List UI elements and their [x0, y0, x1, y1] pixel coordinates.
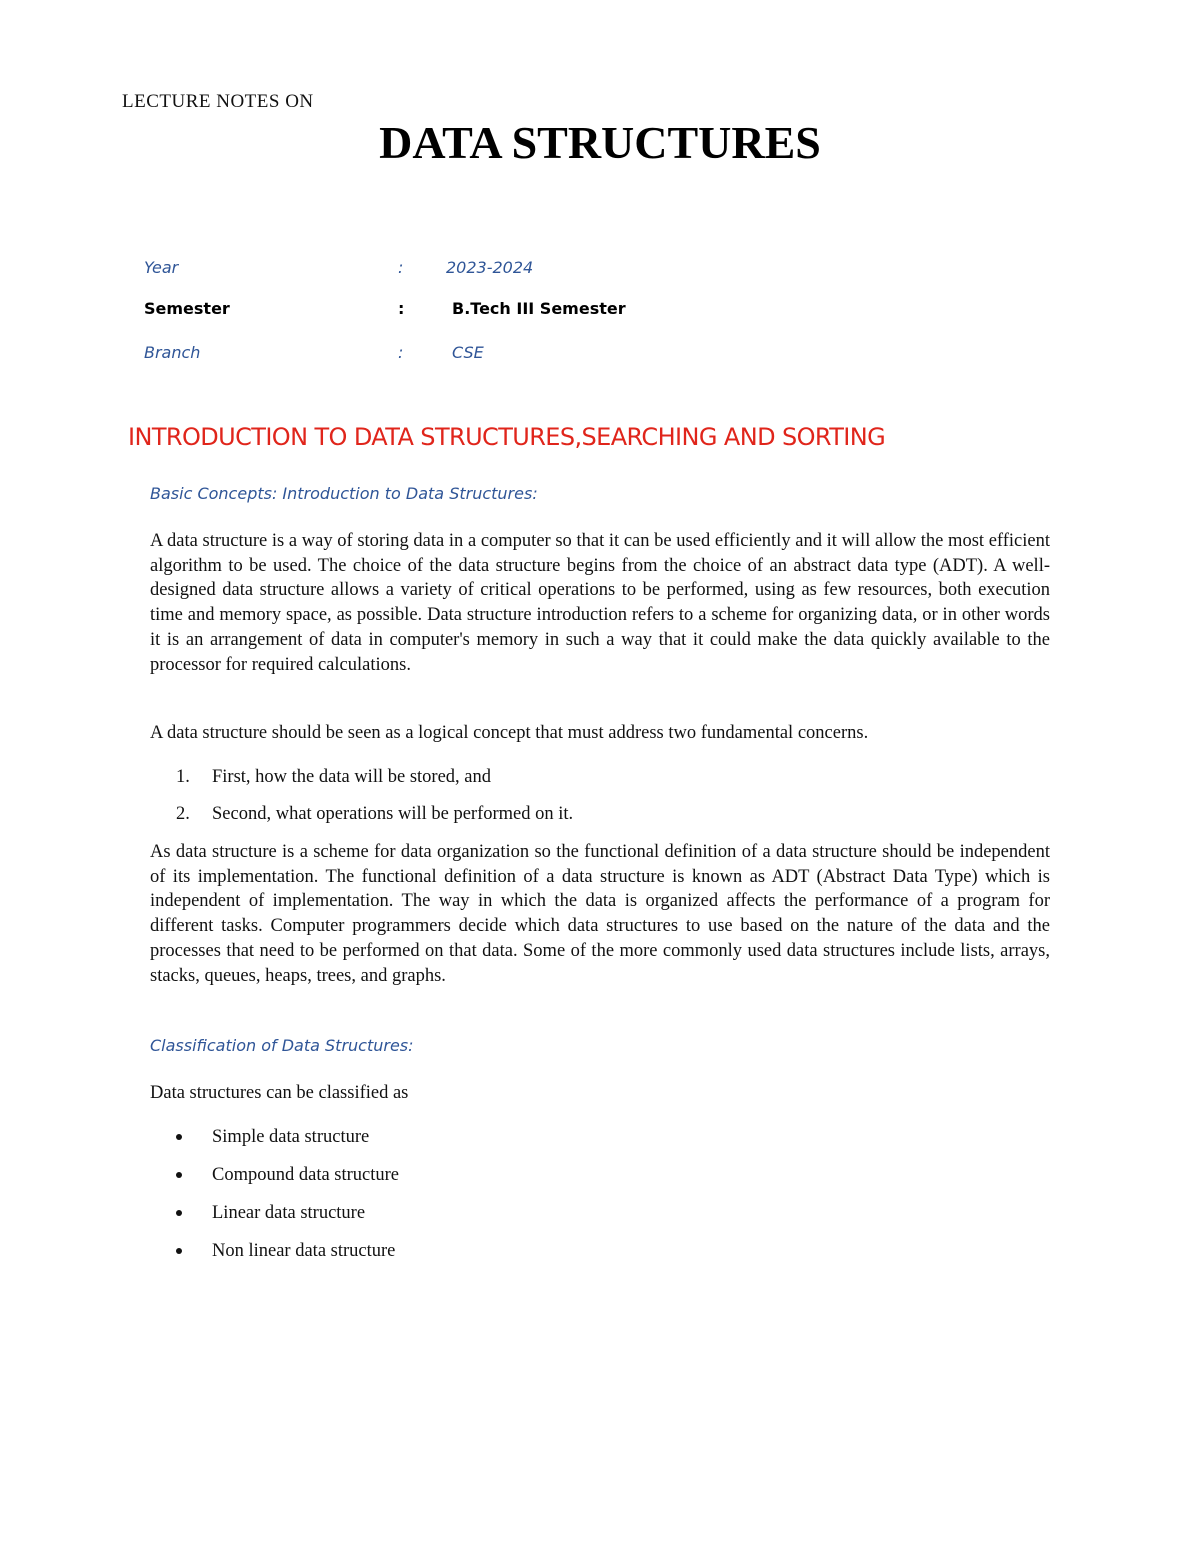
list-item-text: Second, what operations will be performed on it. — [212, 804, 574, 824]
meta-value: B.Tech III Semester — [452, 299, 626, 318]
document-title: DATA STRUCTURES — [379, 117, 821, 168]
list-item-text: Non linear data structure — [212, 1241, 396, 1261]
classification-heading: Classification of Data Structures: — [150, 1036, 414, 1055]
intro-paragraph: A data structure is a way of storing data in a computer so that it can be used efficiently and it will allow the most efficient algorithm to be used. The choice of the data structure begins from the choice of an abstract data type (ADT). A well-designed data structure allows a variety of critical operations to be performed, using as few resources, both execution time and memory space, as possible. Data structure introduction refers to a scheme for organizing data, or in other words it is an arrangement of data in computer's memory in such a way that it could make the data quickly available to the processor for required calculations. — [150, 531, 1050, 675]
meta-label: Branch — [144, 343, 201, 362]
list-item-text: Linear data structure — [212, 1203, 366, 1223]
meta-value: 2023-2024 — [446, 258, 534, 277]
list-marker: 1. — [176, 767, 190, 787]
concerns-paragraph: A data structure should be seen as a logical concept that must address two fundamental concerns. — [150, 723, 869, 743]
meta-label: Year — [144, 258, 179, 277]
section-heading: INTRODUCTION TO DATA STRUCTURES,SEARCHING AND SORTING — [128, 423, 886, 451]
meta-separator: : — [398, 343, 404, 362]
bullet-icon — [176, 1134, 182, 1140]
adt-paragraph: As data structure is a scheme for data organization so the functional definition of a data structure should be independent of its implementation. The functional definition of a data structure is known as ADT (Abstract Data Type) which is independent of implementation. The way in which the data is organized affects the performance of a program for different tasks. Computer programmers decide which data structures to use based on the nature of the data and the processes that need to be performed on that data. Some of the more commonly used data structures include lists, arrays, stacks, queues, heaps, trees, and graphs. — [150, 842, 1050, 986]
meta-separator: : — [398, 258, 404, 277]
lecture-notes-label: LECTURE NOTES ON — [122, 91, 314, 112]
list-item-text: Simple data structure — [212, 1127, 370, 1147]
bullet-icon — [176, 1172, 182, 1178]
basic-concepts-heading: Basic Concepts: Introduction to Data Structures: — [150, 484, 538, 503]
bullet-icon — [176, 1248, 182, 1254]
bullet-icon — [176, 1210, 182, 1216]
meta-label: Semester — [144, 299, 230, 318]
meta-separator: : — [398, 299, 405, 318]
list-marker: 2. — [176, 804, 190, 824]
classification-intro: Data structures can be classified as — [150, 1083, 409, 1103]
list-item-text: Compound data structure — [212, 1165, 400, 1185]
meta-value: CSE — [452, 343, 484, 362]
list-item-text: First, how the data will be stored, and — [212, 767, 491, 787]
